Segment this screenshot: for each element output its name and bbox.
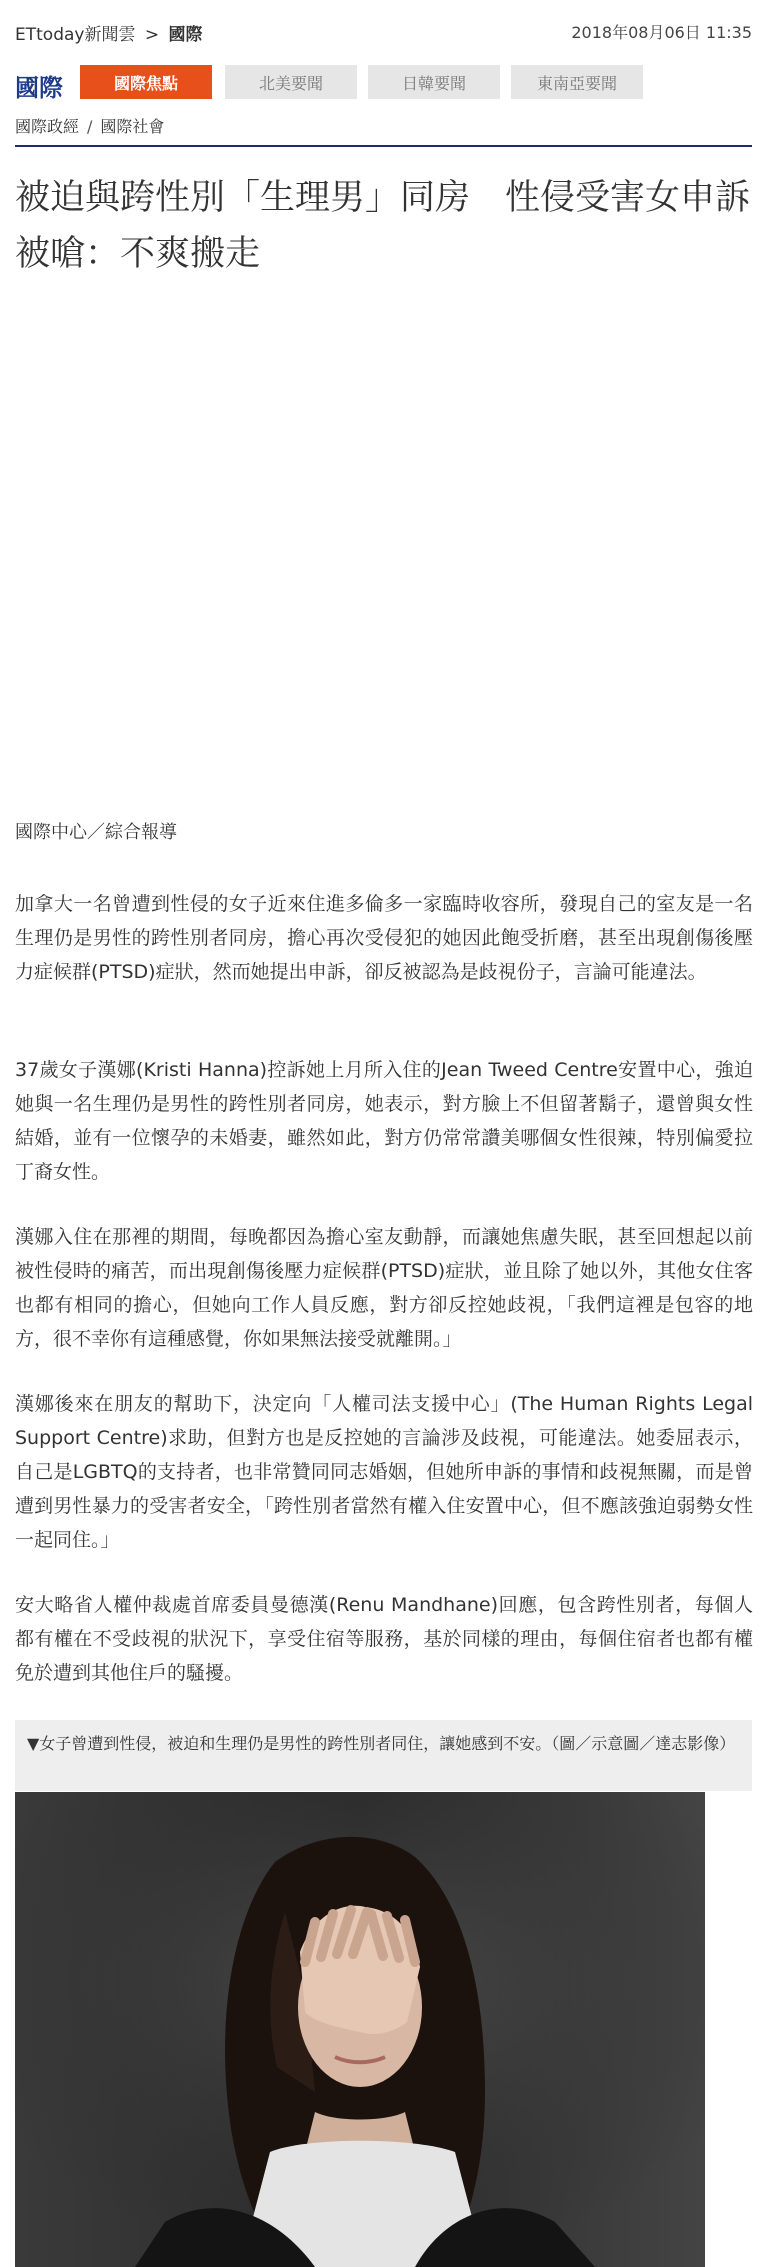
media-placeholder bbox=[15, 300, 752, 800]
tab-north-america[interactable]: 北美要聞 bbox=[225, 65, 357, 99]
breadcrumb bbox=[15, 20, 203, 45]
article-paragraph: 加拿大一名曾遭到性侵的女子近來住進多倫多一家臨時收容所，發現自己的室友是一名生理仍是男性的跨性別者同房，擔心再次受侵犯的她因此飽受折磨，甚至出現創傷後壓力症候群(PTSD)症狀，然而她提出申訴，卻反被認為是歧視份子，言論可能違法。 bbox=[15, 893, 753, 983]
article-headline: 被迫與跨性別「生理男」同房 性侵受害女申訴被嗆：不爽搬走 bbox=[15, 178, 751, 274]
article-photo bbox=[15, 1792, 705, 2267]
breadcrumb-separator: > bbox=[144, 25, 160, 45]
section-title[interactable]: 國際 bbox=[15, 74, 63, 102]
article-paragraph: 37歲女子漢娜(Kristi Hanna)控訴她上月所入住的Jean Tweed Centre安置中心，強迫她與一名生理仍是男性的跨性別者同房，她表示，對方臉上不但留著鬍子，還曾與女性結婚，並有一位懷孕的未婚妻，雖然如此，對方仍常常讚美哪個女性很辣，特別偏愛拉丁裔女性。 bbox=[15, 1059, 753, 1183]
top-bar bbox=[0, 0, 767, 60]
subnav-separator: / bbox=[87, 117, 93, 136]
tab-southeast-asia[interactable]: 東南亞要聞 bbox=[511, 65, 643, 99]
subnav-item-politics-economy[interactable]: 國際政經 bbox=[15, 117, 80, 136]
header-divider bbox=[15, 145, 752, 147]
tab-japan-korea[interactable]: 日韓要聞 bbox=[368, 65, 500, 99]
subnav bbox=[15, 114, 164, 137]
breadcrumb-site-link[interactable]: ETtoday新聞雲 bbox=[15, 25, 136, 45]
section-nav bbox=[0, 62, 767, 106]
photo-illustration bbox=[15, 1792, 705, 2267]
publish-datetime: 2018年08月06日 11:35 bbox=[571, 23, 752, 42]
image-caption: ▼女子曾遭到性侵，被迫和生理仍是男性的跨性別者同住，讓她感到不安。（圖／示意圖／達志影像） bbox=[15, 1720, 752, 1791]
article-source: 國際中心／綜合報導 bbox=[15, 822, 177, 843]
article-paragraph: 漢娜入住在那裡的期間，每晚都因為擔心室友動靜，而讓她焦慮失眠，甚至回想起以前被性侵時的痛苦，而出現創傷後壓力症候群(PTSD)症狀，並且除了她以外，其他女住客也都有相同的擔心，但她向工作人員反應，對方卻反控她歧視，「我們這裡是包容的地方，很不幸你有這種感覺，你如果無法接受就離開。」 bbox=[15, 1226, 753, 1350]
subnav-item-society[interactable]: 國際社會 bbox=[100, 117, 165, 136]
article-paragraph: 安大略省人權仲裁處首席委員曼德漢(Renu Mandhane)回應，包含跨性別者，每個人都有權在不受歧視的狀況下，享受住宿等服務，基於同樣的理由，每個住宿者也都有權免於遭到其他住戶的騷擾。 bbox=[15, 1594, 753, 1684]
article-paragraph: 漢娜後來在朋友的幫助下，決定向「人權司法支援中心」(The Human Rights Legal Support Centre)求助，但對方也是反控她的言論涉及歧視，可能違法。她委屈表示，自己是LGBTQ的支持者，也非常贊同同志婚姻，但她所申訴的事情和歧視無關，而是曾遭到男性暴力的受害者安全，「跨性別者當然有權入住安置中心，但不應該強迫弱勢女性一起同住。」 bbox=[15, 1393, 753, 1551]
tab-international-focus[interactable]: 國際焦點 bbox=[80, 65, 212, 99]
breadcrumb-section-link[interactable]: 國際 bbox=[168, 25, 203, 45]
